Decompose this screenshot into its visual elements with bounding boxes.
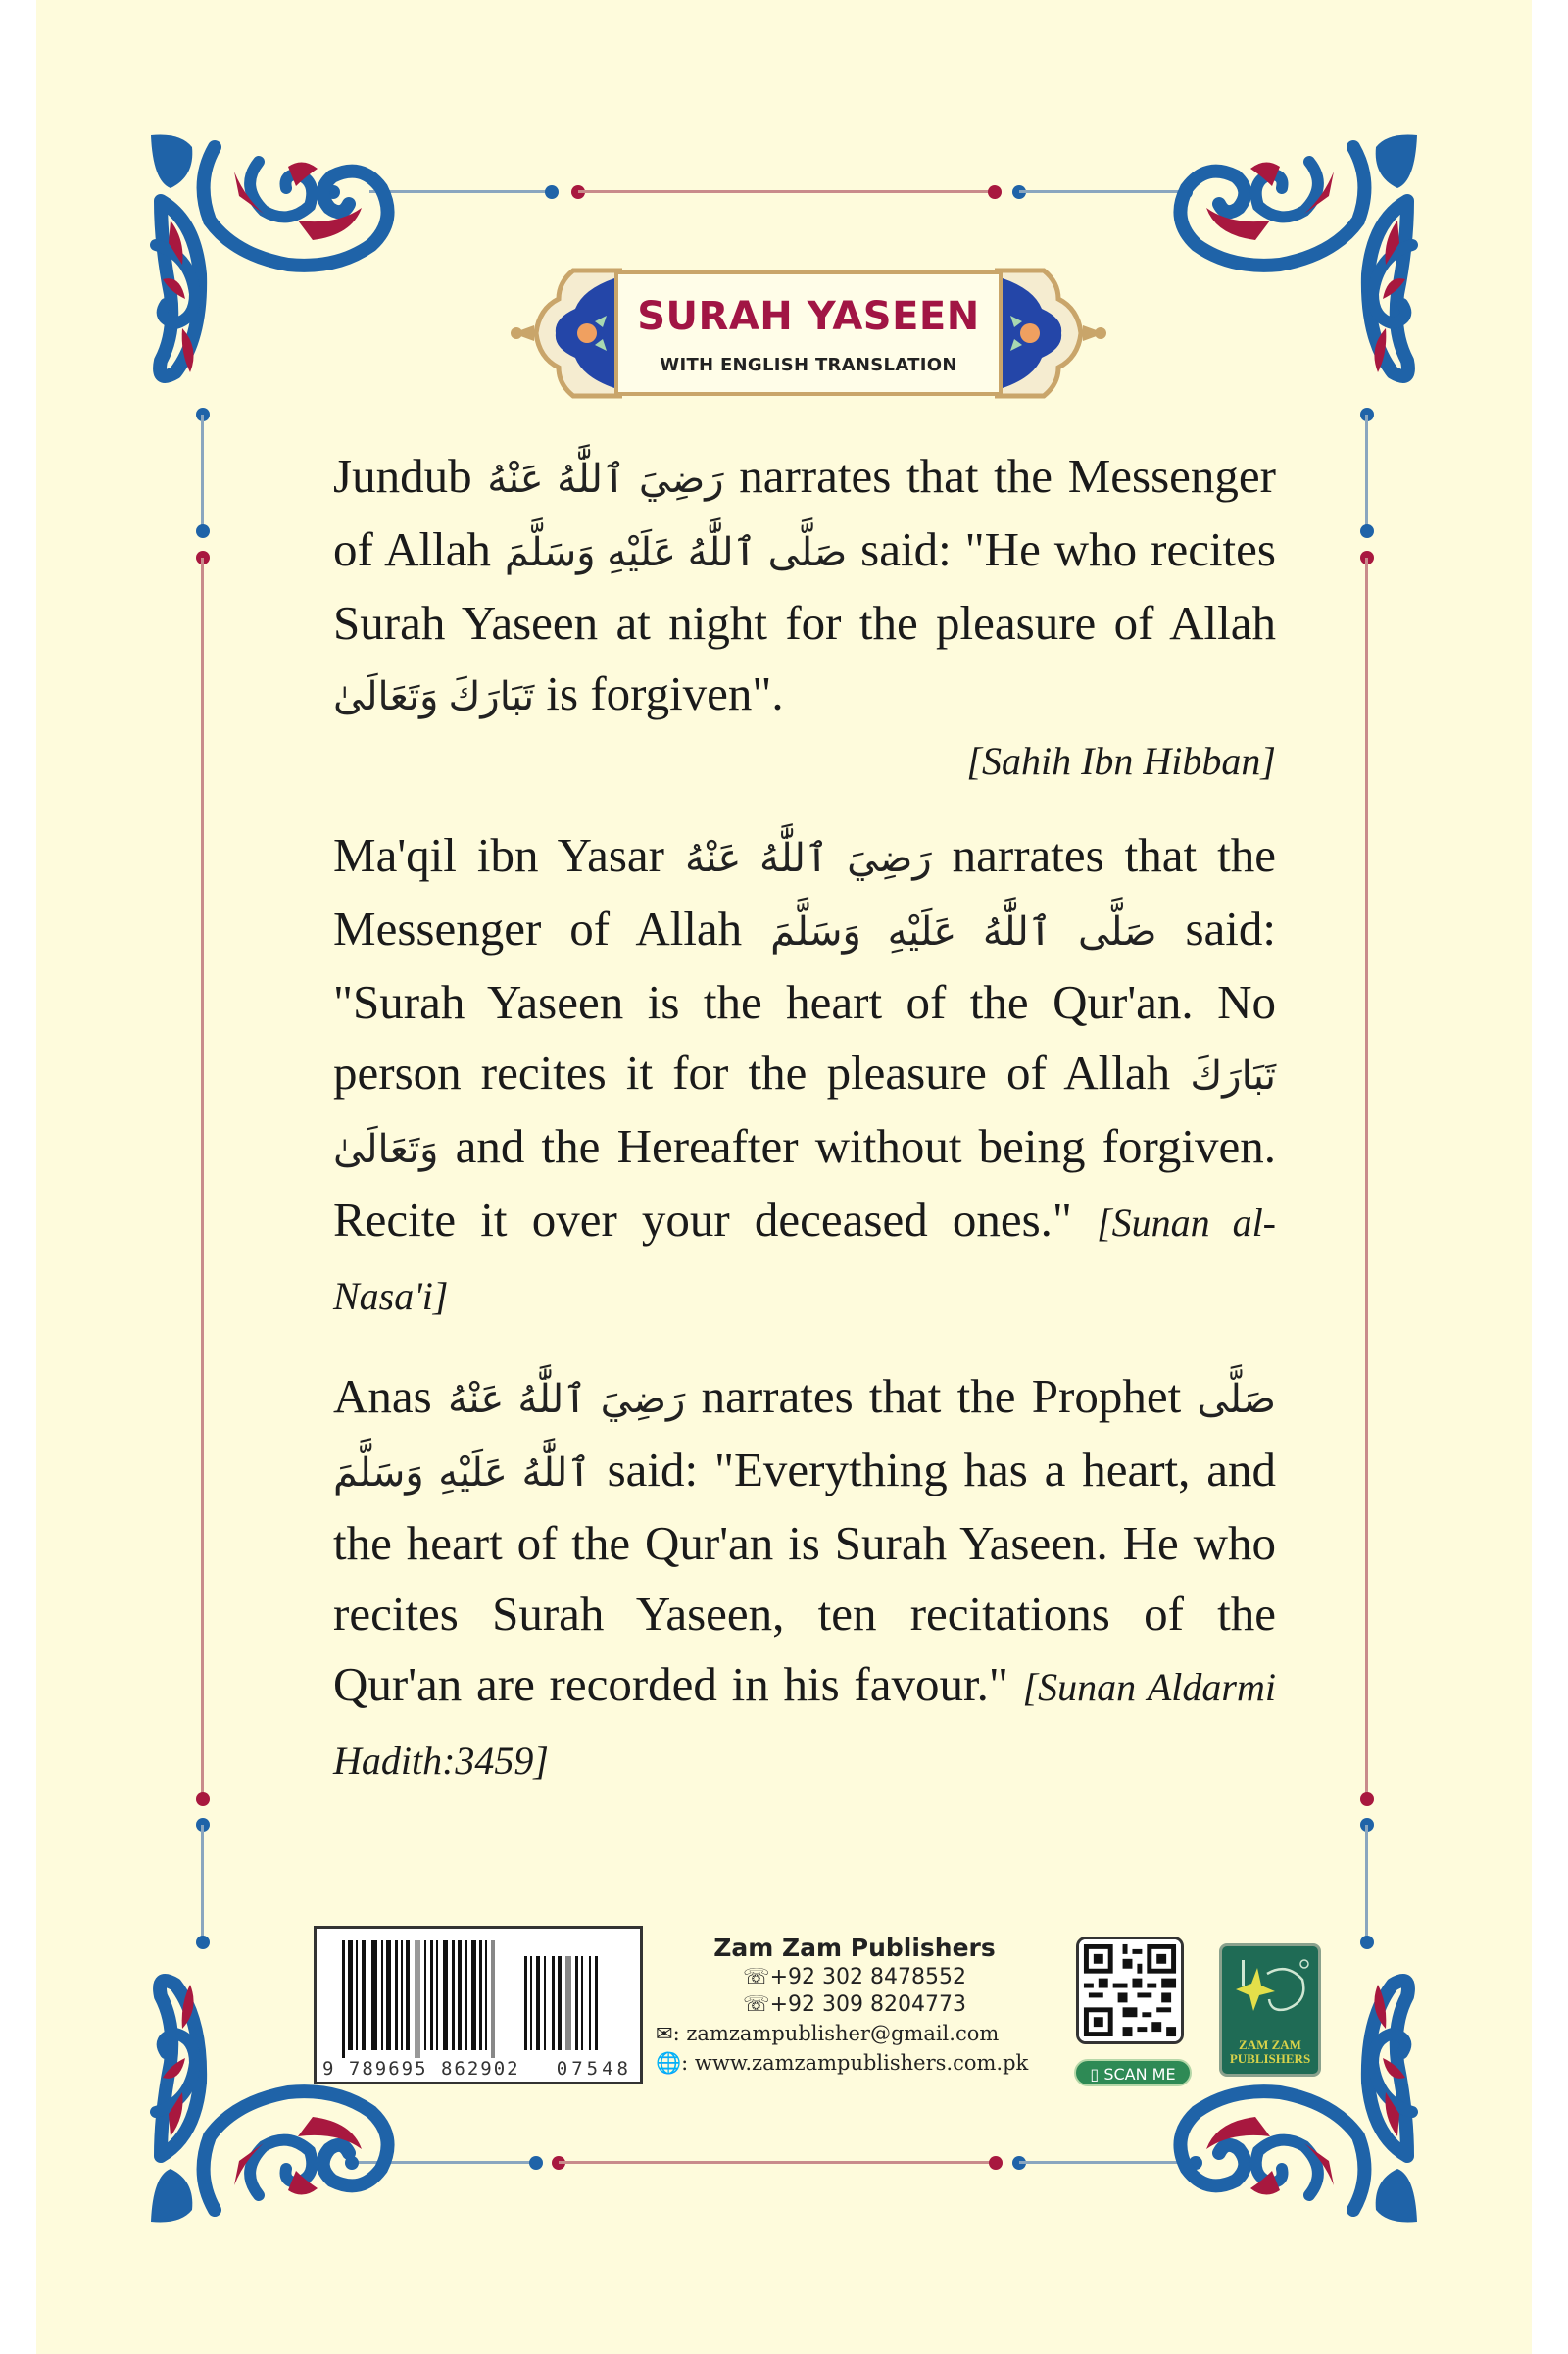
book-back-cover [36,0,1532,2354]
corner-ornament-top-right [1133,127,1427,421]
narration-2: Ma'qil ibn Yasar رَضِيَ ٱللَّٰهُ عَنْهُ narrates that the Messenger of Allah صَلَّى ٱللَّٰهُ عَلَيْهِ وَسَلَّمَ said: "Surah Yaseen is the heart of the Qur'an. No person recites it for the pleasure of Allah تَبَارَكَ وَتَعَالَىٰ and the Hereafter without being forgiven. Recite it over your deceased ones." [Sunan al-Nasa'i] [333,828,1277,1318]
banner-ornament-left-icon [505,265,622,402]
isbn-digits: 9 789695 862902 [322,2058,520,2080]
honorific-radiallahu-anhu: رَضِيَ ٱللَّٰهُ عَنْهُ [684,836,932,880]
narration-1: Jundub رَضِيَ ٱللَّٰهُ عَنْهُ narrates that the Messenger of Allah صَلَّى ٱللَّٰهُ عَلَيْهِ وَسَلَّمَ said: "He who recites Surah Yaseen at night for the pleasure of Allah تَبَارَكَ وَتَعَالَىٰ is forgiven". [Sahih Ibn Hibban] [333,441,1276,791]
publisher-info [654,1933,1055,2078]
narration-source: [Sunan Aldarmi Hadith:3459] [333,1665,1276,1783]
narration-source: [Sunan al-Nasa'i] [333,1201,1276,1318]
honorific-tabaraka-wa-taala: تَبَارَكَ وَتَعَالَىٰ [333,674,535,718]
honorific-salallahu-alaihi-wasallam: صَلَّى ٱللَّٰهُ عَلَيْهِ وَسَلَّمَ [504,530,848,574]
phone-whatsapp-icon: ☏ [743,1992,770,2017]
logo-emblem-icon [1228,1954,1314,2033]
banner-frame [614,270,1003,396]
smartphone-icon: ▯ [1090,2065,1100,2084]
narration-3: Anas رَضِيَ ٱللَّٰهُ عَنْهُ narrates that the Prophet صَلَّى ٱللَّٰهُ عَلَيْهِ وَسَلَّمَ said: "Everything has a heart, and the heart of the Qur'an is Surah Yaseen. He who recites Surah Yaseen, ten recitations of the Qur'an are recorded in his favour." [Sunan Aldarmi Hadith:3459] [333,1369,1276,1783]
publisher-phone-2: ☏+92 309 8204773 [743,1992,966,2017]
publisher-logo [1219,1943,1321,2077]
barcode-bars [334,1940,628,2058]
scan-me-badge: ▯ SCAN ME [1074,2059,1192,2086]
publisher-website: 🌐: www.zamzampublishers.com.pk [656,2051,1029,2075]
honorific-radiallahu-anhu: رَضِيَ ٱللَّٰهُ عَنْهُ [487,457,724,501]
narration-source: [Sahih Ibn Hibban] [966,739,1276,783]
publisher-name: Zam Zam Publishers [713,1934,996,1962]
corner-ornament-top-left [141,127,435,421]
honorific-tabaraka-wa-taala: تَبَارَكَ وَتَعَالَىٰ [333,1054,1276,1171]
honorific-radiallahu-anhu: رَضِيَ ٱللَّٰهُ عَنْهُ [447,1377,686,1421]
qr-code [1076,1937,1184,2044]
narrations [333,441,1276,1826]
phone-whatsapp-icon: ☏ [743,1965,770,1989]
barcode-addon-digits: 07548 [556,2058,632,2080]
publisher-phone-1: ☏+92 302 8478552 [743,1965,966,1989]
globe-icon: 🌐 [656,2051,682,2075]
title-banner [505,265,1112,402]
honorific-salallahu-alaihi-wasallam: صَلَّى ٱللَّٰهُ عَلَيْهِ وَسَلَّمَ [770,909,1157,954]
publisher-email: ✉: zamzampublisher@gmail.com [656,2022,1000,2045]
envelope-icon: ✉ [656,2022,673,2045]
banner-ornament-right-icon [995,265,1112,402]
logo-text: ZAM ZAM PUBLISHERS [1229,2037,1311,2066]
book-subtitle: WITH ENGLISH TRANSLATION [660,355,957,375]
isbn-barcode [314,1926,643,2084]
book-title: SURAH YASEEN [637,294,980,339]
honorific-salallahu-alaihi-wasallam: صَلَّى ٱللَّٰهُ عَلَيْهِ وَسَلَّمَ [333,1377,1276,1495]
